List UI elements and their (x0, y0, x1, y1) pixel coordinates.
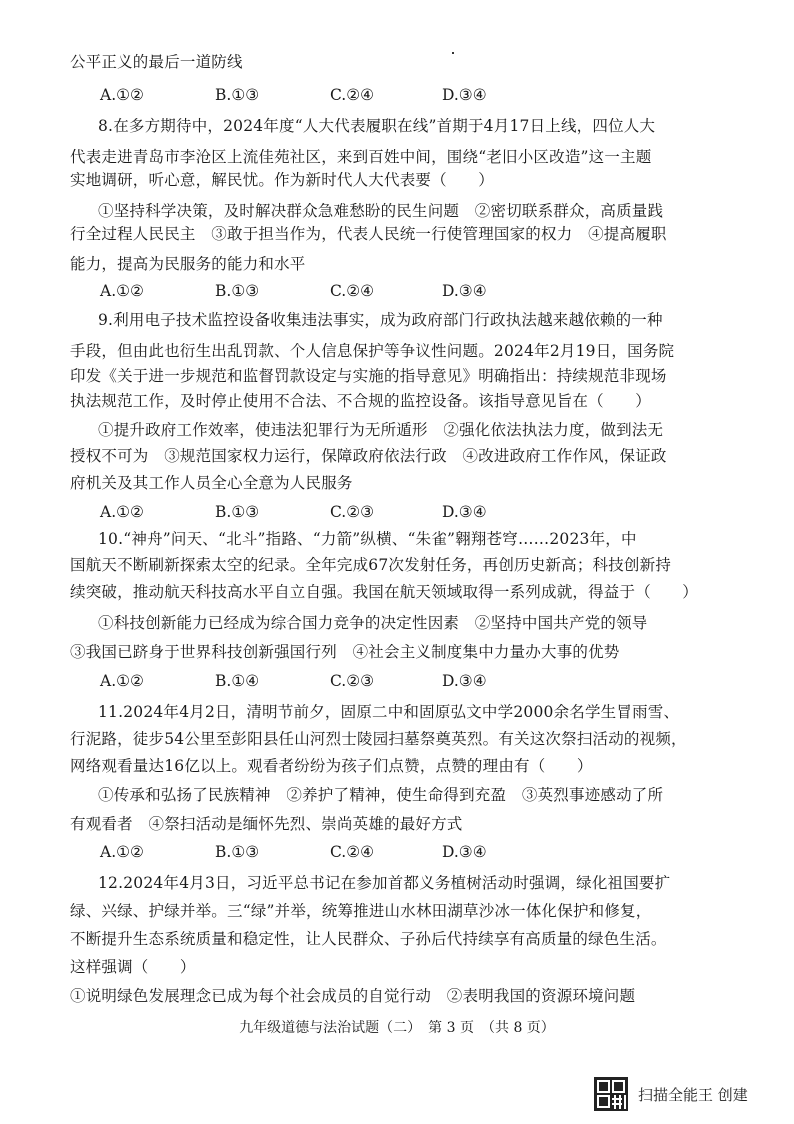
qr-code-icon (594, 1077, 628, 1111)
statement-line: ①坚持科学决策，及时解决群众急难愁盼的民生问题 ②密切联系群众，高质量践 (98, 202, 664, 220)
text-line: 实地调研，听心意，解民忧。作为新时代人大代表要（ ） (70, 171, 494, 189)
option-c: C.②③ (330, 672, 375, 690)
text-line: 手段，但由此也衍生出乱罚款、个人信息保护等争议性问题。2024年2月19日，国务院 (70, 342, 675, 360)
option-a: A.①② (100, 843, 144, 861)
statement-line: ①提升政府工作效率，使违法犯罪行为无所遁形 ②强化依法执法力度，做到法无 (98, 421, 664, 439)
option-a: A.①② (100, 86, 144, 104)
text-line: 授权不可为 ③规范国家权力运行，保障政府依法行政 ④改进政府工作作风，保证政 (70, 447, 667, 465)
option-c: C.②④ (330, 86, 375, 104)
statement-line: ①说明绿色发展理念已成为每个社会成员的自觉行动 ②表明我国的资源环境问题 (70, 987, 636, 1005)
question-9-line: 9.利用电子技术监控设备收集违法事实，成为政府部门行政执法越来越依赖的一种 (98, 311, 663, 329)
text-line: 网络观看量达16亿以上。观看者纷纷为孩子们点赞，点赞的理由有（ ） (70, 757, 593, 775)
scanner-watermark (594, 1074, 784, 1114)
text-line: 续突破，推动航天科技高水平自立自强。我国在航天领域取得一系列成就，得益于（ ） (70, 583, 699, 601)
option-d: D.③④ (442, 503, 487, 521)
option-d: D.③④ (442, 86, 487, 104)
question-11-line: 11.2024年4月2日，清明节前夕，固原二中和固原弘文中学2000余名学生冒雨雪、 (98, 703, 680, 721)
text-line: 不断提升生态系统质量和稳定性，让人民群众、子孙后代持续享有高质量的绿色生活。 (70, 930, 667, 948)
text-line: 印发《关于进一步规范和监督罚款设定与实施的指导意见》明确指出：持续规范非现场 (70, 367, 667, 385)
text-line: 有观看者 ④祭扫活动是缅怀先烈、崇尚英雄的最好方式 (70, 815, 463, 833)
scan-speck (452, 52, 454, 54)
option-c: C.②④ (330, 843, 375, 861)
text-line: 行泥路，徒步54公里至彭阳县任山河烈士陵园扫墓祭奠英烈。有关这次祭扫活动的视频， (70, 730, 687, 748)
option-a: A.①② (100, 503, 144, 521)
text-line: 执法规范工作，及时停止使用不合法、不合规的监控设备。该指导意见旨在（ ） (70, 392, 651, 410)
text-line: ③我国已跻身于世界科技创新强国行列 ④社会主义制度集中力量办大事的优势 (70, 643, 620, 661)
option-c: C.②④ (330, 282, 375, 300)
page-footer: 九年级道德与法治试题（二） 第 3 页 （共 8 页） (239, 1020, 555, 1036)
option-a: A.①② (100, 282, 144, 300)
text-line: 绿、兴绿、护绿并举。三“绿”并举，统筹推进山水林田湖草沙冰一体化保护和修复， (70, 902, 652, 920)
text-line: 代表走进青岛市李沧区上流佳苑社区，来到百姓中间，围绕“老旧小区改造”这一主题 (70, 148, 652, 166)
option-b: B.①③ (215, 843, 260, 861)
question-12-line: 12.2024年4月3日，习近平总书记在参加首都义务植树活动时强调，绿化祖国要扩 (98, 874, 671, 892)
option-a: A.①② (100, 672, 144, 690)
statement-line: ①科技创新能力已经成为综合国力竞争的决定性因素 ②坚持中国共产党的领导 (98, 614, 648, 632)
text-line: 行全过程人民民主 ③敢于担当作为，代表人民统一行使管理国家的权力 ④提高履职 (70, 225, 667, 243)
option-b: B.①③ (215, 86, 260, 104)
text-line: 府机关及其工作人员全心全意为人民服务 (70, 474, 353, 492)
option-b: B.①③ (215, 503, 260, 521)
text-line: 能力，提高为民服务的能力和水平 (70, 255, 306, 273)
option-d: D.③④ (442, 672, 487, 690)
text-line: 这样强调（ ） (70, 958, 196, 976)
question-8-line: 8.在多方期待中，2024年度“人大代表履职在线”首期于4月17日上线，四位人大 (98, 117, 656, 135)
text-line: 公平正义的最后一道防线 (70, 53, 243, 71)
option-b: B.①③ (215, 282, 260, 300)
text-line: 国航天不断刷新探索太空的纪录。全年完成67次发射任务，再创历史新高；科技创新持 (70, 556, 672, 574)
option-d: D.③④ (442, 282, 487, 300)
watermark-text: 扫描全能王 创建 (638, 1085, 748, 1104)
option-b: B.①④ (215, 672, 260, 690)
option-c: C.②③ (330, 503, 375, 521)
question-10-line: 10.“神舟”问天、“北斗”指路、“力箭”纵横、“朱雀”翱翔苍穹……2023年，中 (98, 530, 637, 548)
statement-line: ①传承和弘扬了民族精神 ②养护了精神，使生命得到充盈 ③英烈事迹感动了所 (98, 786, 664, 804)
option-d: D.③④ (442, 843, 487, 861)
